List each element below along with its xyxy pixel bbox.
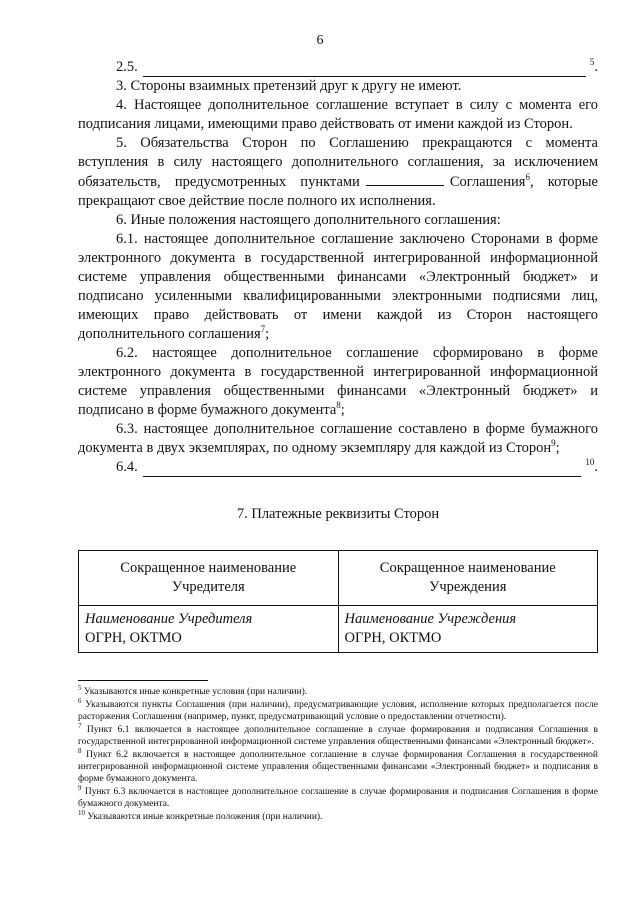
footnote-ref: 6 — [525, 172, 530, 183]
table-header-left: Сокращенное наименование Учредителя — [79, 551, 339, 606]
table-header-right: Сокращенное наименование Учреждения — [338, 551, 598, 606]
footnote: $^8$ Пункт 6.2 включается в настоящее дополнительное соглашение в случае формирования Соглашения в государственной интегрированной информационной системе управления общественными финансами «Электронный бюджет» и подписания в форме бумажного документа. — [78, 746, 598, 784]
footnote-ref: 5 — [589, 57, 595, 68]
founder-codes: ОГРН, ОКТМО — [85, 630, 182, 646]
agreement-body — [78, 58, 598, 653]
footnote-ref: 10 — [585, 457, 595, 468]
footnote: $^7$ Пункт 6.1 включается в настоящее дополнительное соглашение в случае формирования и подписания Соглашения в государственной интегрированной информационной системе управления общественными финансами «Электронный бюджет». — [78, 721, 599, 747]
footnote-ref: 9 — [551, 438, 556, 449]
blank-line — [366, 172, 444, 186]
blank-line — [143, 463, 582, 477]
item-6-4-number: 6.4. — [116, 459, 138, 475]
blank-line — [143, 63, 586, 77]
item-2-5-number: 2.5. — [116, 59, 138, 75]
footnotes — [78, 683, 599, 824]
item-6: 6. Иные положения настоящего дополнительного соглашения: — [116, 212, 501, 228]
table-cell-right — [338, 606, 598, 653]
table-row — [79, 551, 598, 606]
footnote: $^9$ Пункт 6.3 включается в настоящее дополнительное соглашение в случае формирования и подписания Соглашения в форме бумажного документа. — [78, 783, 599, 809]
institution-name: Наименование Учреждения — [344, 611, 517, 627]
institution-codes: ОГРН, ОКТМО — [344, 630, 442, 646]
item-6-3: 6.3. настоящее дополнительное соглашение составлено в форме бумажного документа в двух экземплярах, по одному экземпляру для каждой из Сторон$^9$; — [78, 421, 598, 456]
footnote: $^5$ Указываются иные конкретные условия (при наличии). — [78, 683, 308, 697]
table-cell-left — [79, 606, 339, 653]
item-4: 4. Настоящее дополнительное соглашение вступает в силу с момента его подписания лицами, имеющими право действовать от имени каждой из Сторон. — [78, 97, 598, 132]
footnote-ref: 7 — [260, 324, 266, 335]
item-3: 3. Стороны взаимных претензий друг к другу не имеют. — [116, 78, 462, 94]
footnote-ref: 8 — [336, 400, 341, 411]
footnote: $^{10}$ Указываются иные конкретные положения (при наличии). — [78, 808, 323, 822]
page-number: 6 — [316, 33, 324, 48]
footnote: $^6$ Указываются пункты Соглашения (при наличии), предусматривающие условия, исполнение которых предполагается после расторжения Соглашения (например, пункт, предусматривающий условие о предоставлении отчетности). — [78, 696, 599, 722]
item-6-1: 6.1. настоящее дополнительное соглашение заключено Сторонами в форме электронного документа в государственной интегрированной информационной системе управления общественными финансами «Электронный бюджет» и подписано усиленными квалифицированными электронными подписями лиц, имеющих право действовать от имени каждой из Сторон настоящего дополнительного соглашения$^7$; — [78, 231, 598, 342]
section-title: 7. Платежные реквизиты Сторон — [236, 506, 440, 522]
footnote-divider — [78, 680, 208, 681]
requisites-table — [78, 550, 598, 653]
table-row — [79, 606, 598, 653]
item-2-5: 2.5. $^5$. — [116, 57, 598, 75]
founder-name: Наименование Учредителя — [85, 611, 253, 627]
item-6-2: 6.2. настоящее дополнительное соглашение сформировано в форме электронного документа в государственной интегрированной информационной системе управления общественными финансами «Электронный бюджет» и подписано в форме бумажного документа$^8$; — [78, 345, 598, 418]
item-5: 5. Обязательства Сторон по Соглашению прекращаются с момента вступления в силу настоящего дополнительного соглашения, за исключением обязательств, предусмотренных пунктами Соглашения$^6$, которые прекращают свое действие после полного их исполнения. — [78, 135, 598, 209]
item-6-4: 6.4. $^{10}$. — [116, 457, 598, 475]
